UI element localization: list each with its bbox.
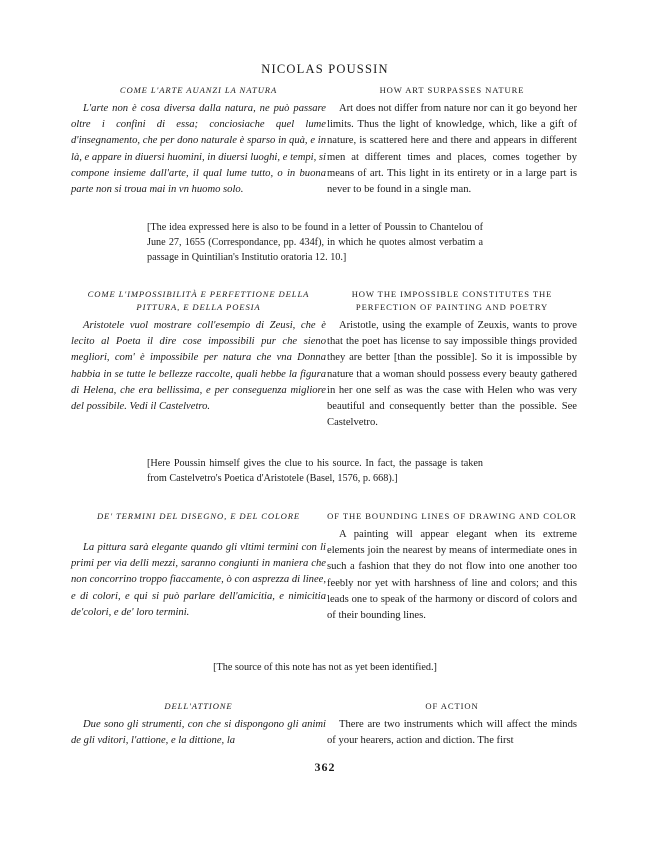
editor-note: [Here Poussin himself gives the clue to his source. In fact, the passage is taken from Castelvetro's Poetica d'Aristotele (Basel, 1576, p. 668).] xyxy=(147,458,483,484)
english-column xyxy=(327,288,577,431)
italian-heading: COME L'IMPOSSIBILITÀ E PERFETTIONE DELLA PITTURA, E DELLA POESIA xyxy=(87,289,310,312)
english-heading: HOW THE IMPOSSIBLE CONSTITUTES THE PERFECTION OF PAINTING AND POETRY xyxy=(351,289,553,312)
page-number: 362 xyxy=(314,760,336,774)
english-heading: HOW ART SURPASSES NATURE xyxy=(379,85,525,95)
running-head: NICOLAS POUSSIN xyxy=(261,62,389,76)
english-heading: OF ACTION xyxy=(425,701,479,711)
editor-note: [The idea expressed here is also to be found in a letter of Poussin to Chantelou of June 27, 1655 (Correspondance, pp. 434f), in which he quotes almost verbatim a passage in Quintilian's Institutio oratoria 12. 10.] xyxy=(147,222,483,263)
italian-column xyxy=(71,510,326,621)
english-heading: OF THE BOUNDING LINES OF DRAWING AND COLOR xyxy=(327,511,577,521)
italian-text: La pittura sarà elegante quando gli vltimi termini con li primi per via delli mezzi, saranno congiunti in maniera che non concorrino troppo fiaccamente, ò con asprezza di linee, e di colori, e qui si può parlare dell'amicitia, e nimicitia de'colori, e de' loro termini. xyxy=(71,542,326,618)
english-column xyxy=(327,510,577,624)
english-column xyxy=(327,700,577,749)
italian-text: L'arte non è cosa diversa dalla natura, ne può passare oltre i confini di essa; conciosiache quel lume d'insegnamento, che per dono naturale è sparso in quà, e in là, e appare in diuersi huomini, in diuersi luoghi, e tempi, si compone insieme dall'arte, il qual lume tutto, o in buona parte non si troua mai in vn huomo solo. xyxy=(71,103,326,196)
italian-heading: COME L'ARTE AUANZI LA NATURA xyxy=(119,85,278,95)
editor-note: [The source of this note has not as yet been identified.] xyxy=(213,662,437,673)
italian-column xyxy=(71,84,326,198)
english-text: Aristotle, using the example of Zeuxis, wants to prove that the poet has license to say impossible things provided they are better [than the possible]. So it is impossible by nature that a woman should possess every beauty gathered in her one self as was the case with Helen who was very beautiful and consequently better than the possible. See Castelvetro. xyxy=(327,320,577,429)
italian-column xyxy=(71,700,326,749)
english-column xyxy=(327,84,577,198)
italian-heading: DELL'ATTIONE xyxy=(164,701,233,711)
italian-text: Due sono gli strumenti, con che si dispongono gli animi de gli vditori, l'attione, e la dittione, la xyxy=(71,719,326,747)
english-text: A painting will appear elegant when its extreme elements join the nearest by means of intermediate ones in such a fashion that they do not flow into one another too feebly nor yet with harshness of line and colors; and this leads one to speak of the harmony or discord of colors and of their bounding lines. xyxy=(327,529,577,622)
italian-column xyxy=(71,288,326,415)
english-text: Art does not differ from nature nor can it go beyond her limits. Thus the light of knowledge, which, like a gift of nature, is scattered here and there and appears in different men at different times and places, comes together by means of art. This light in its entirety or in a large part is never to be found in a single man. xyxy=(327,103,577,196)
italian-text: Aristotele vuol mostrare coll'esempio di Zeusi, che è lecito al Poeta il dire cose impossibili pur che sieno megliori, com' è impossibile per natura che vna Donna habbia in se tutte le bellezze raccolte, quali hebbe la figura di Helena, che era bellissima, e per conseguenza migliore del possibile. Vedi il Castelvetro. xyxy=(71,320,326,413)
english-text: There are two instruments which will affect the minds of your hearers, action and diction. The first xyxy=(327,719,577,747)
italian-heading: DE' TERMINI DEL DISEGNO, E DEL COLORE xyxy=(96,511,301,521)
